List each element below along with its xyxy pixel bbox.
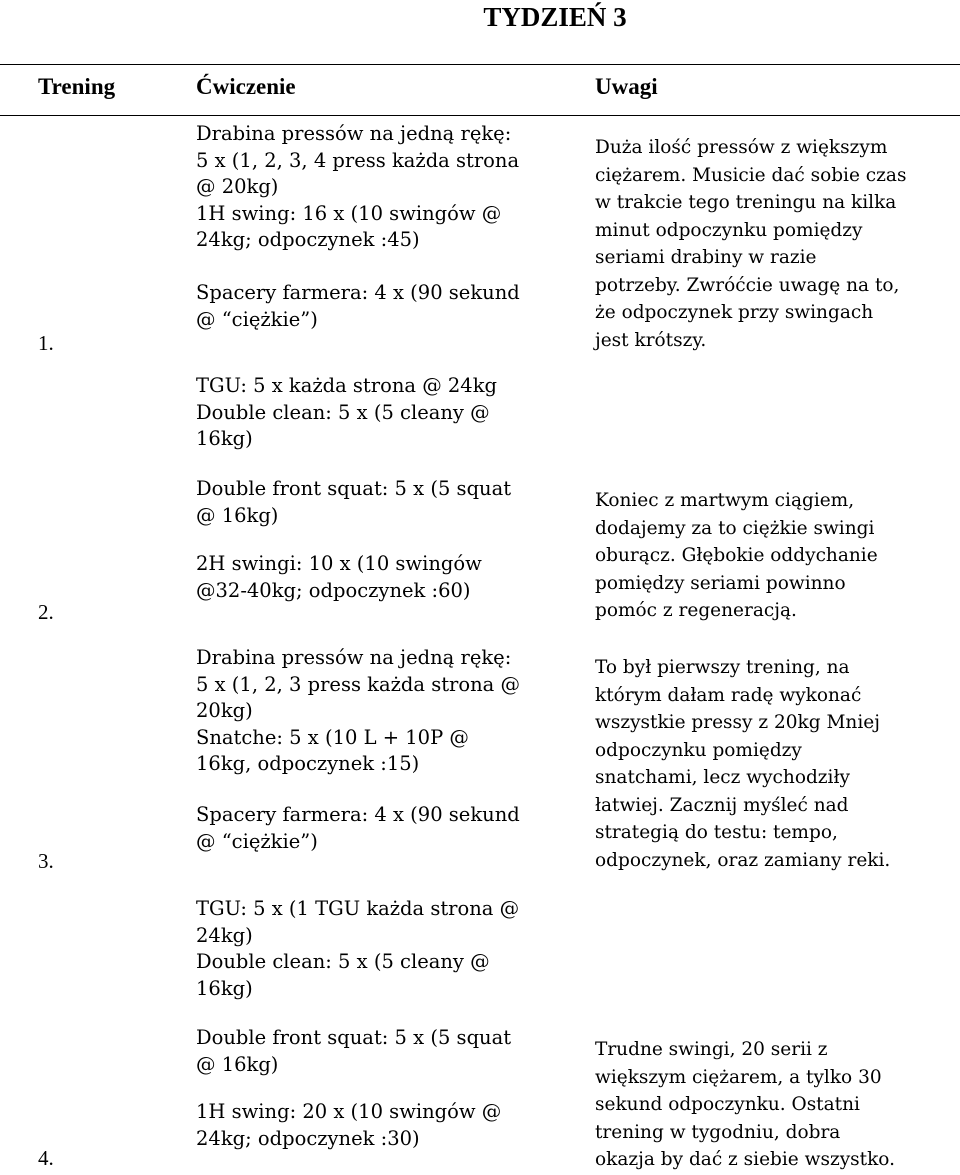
table-top-border (0, 64, 960, 65)
row-2-number: 2. (38, 600, 54, 624)
row-3-exercise-block-2: Spacery farmera: 4 x (90 sekund @ “ciężkie”) (196, 803, 520, 853)
row-2-note: Koniec z martwym ciągiem, dodajemy za to ciężkie swingi oburącz. Głębokie oddychanie pomiędzy seriami powinno pomóc z regeneracją. (595, 490, 878, 621)
row-4-number: 4. (38, 1146, 54, 1170)
page-title: TYDZIEŃ 3 (483, 2, 627, 32)
row-2-exercise-block-2: Double front squat: 5 x (5 squat @ 16kg) (196, 477, 512, 527)
header-bottom-border (0, 115, 960, 116)
row-4-note: Trudne swingi, 20 serii z większym ciężarem, a tylko 30 sekund odpoczynku. Ostatni trening w tygodniu, dobra okazja by dać z siebie wszystko. (595, 1039, 895, 1170)
row-3-number: 3. (38, 849, 54, 873)
row-4-exercise-block-3: 1H swing: 20 x (10 swingów @ 24kg; odpoczynek :30) (196, 1100, 502, 1150)
row-4-exercise-block-1: TGU: 5 x (1 TGU każda strona @ 24kg) Double clean: 5 x (5 cleany @ 16kg) (196, 897, 520, 1000)
row-1-note: Duża ilość pressów z większym ciężarem. Musicie dać sobie czas w trakcie tego treningu na kilka minut odpoczynku pomiędzy seriami drabiny w razie potrzeby. Zwróćcie uwagę na to, że odpoczynek przy swingach jest krótszy. (595, 137, 907, 351)
row-3-note: To był pierwszy trening, na którym dałam radę wykonać wszystkie pressy z 20kg Mniej odpoczynku pomiędzy snatchami, lecz wychodziły łatwiej. Zacznij myśleć nad strategią do testu: tempo, odpoczynek, oraz zamiany reki. (595, 657, 891, 871)
row-1-exercise-block-2: Spacery farmera: 4 x (90 sekund @ “ciężkie”) (196, 281, 520, 331)
row-1-exercise-block-1: Drabina pressów na jedną rękę: 5 x (1, 2, 3, 4 press każda strona @ 20kg) 1H swing: 16 x (10 swingów @ 24kg; odpoczynek :45) (196, 122, 520, 251)
row-2-exercise-block-1: TGU: 5 x każda strona @ 24kg Double clean: 5 x (5 cleany @ 16kg) (196, 374, 498, 450)
row-3-exercise-block-1: Drabina pressów na jedną rękę: 5 x (1, 2, 3 press każda strona @ 20kg) Snatche: 5 x (10 L + 10P @ 16kg, odpoczynek :15) (196, 646, 520, 775)
column-header-training: Trening (38, 74, 116, 99)
row-2-exercise-block-3: 2H swingi: 10 x (10 swingów @32-40kg; odpoczynek :60) (196, 552, 482, 602)
column-header-notes: Uwagi (595, 74, 658, 99)
column-header-exercise: Ćwiczenie (196, 74, 296, 99)
row-4-exercise-block-2: Double front squat: 5 x (5 squat @ 16kg) (196, 1026, 512, 1076)
row-1-number: 1. (38, 331, 54, 355)
